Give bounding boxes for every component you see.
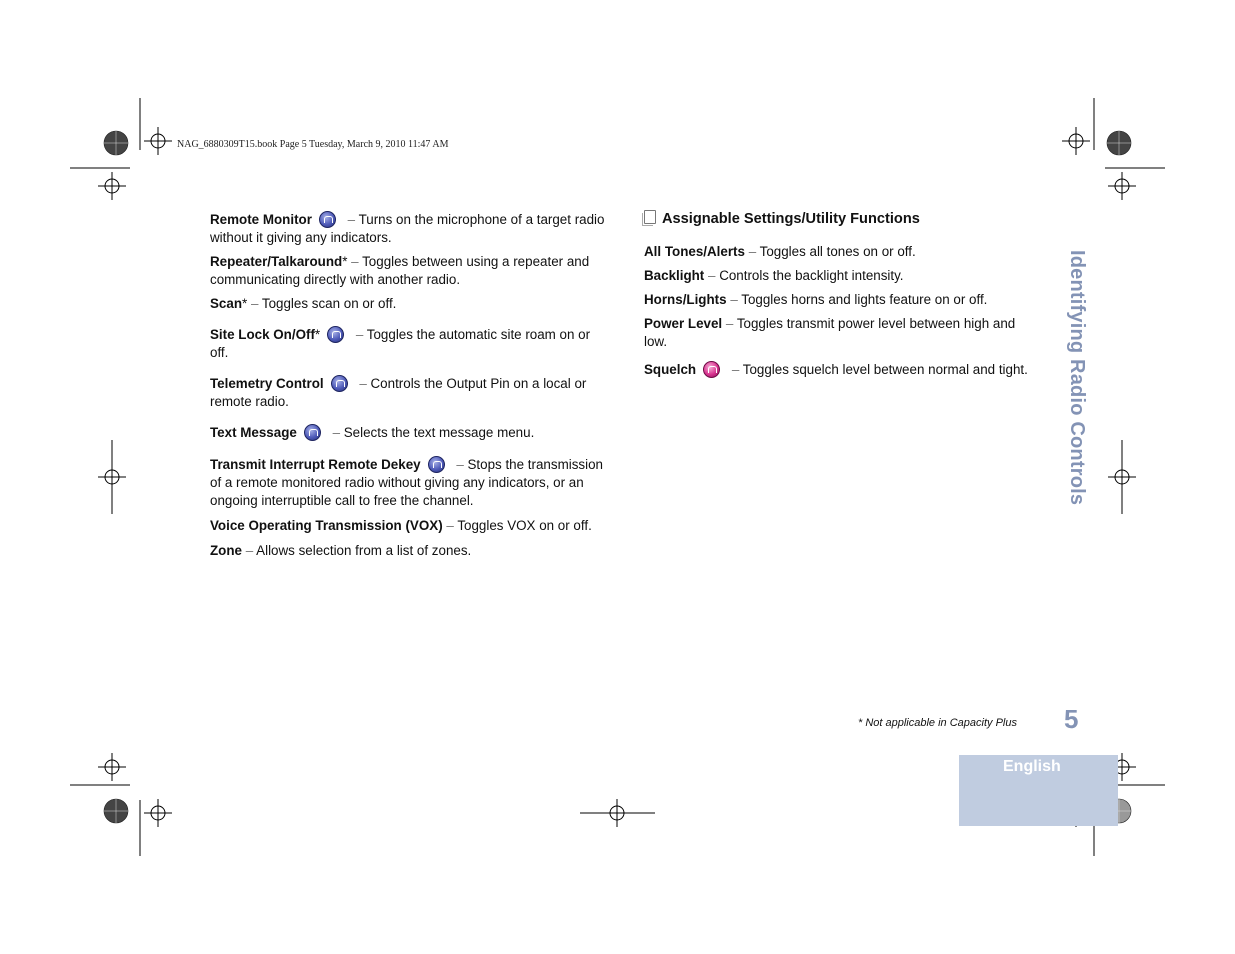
radio-button-icon [327, 326, 344, 343]
feature-description: – Selects the text message menu. [332, 425, 535, 440]
feature-term: Remote Monitor [210, 212, 312, 227]
feature-entry [210, 542, 608, 560]
en-dash: – [730, 292, 738, 307]
feature-entry [210, 211, 608, 247]
en-dash: – [708, 268, 716, 283]
feature-description: – Turns on the microphone of a target radio without it giving any indicators. [210, 212, 605, 245]
feature-description: – Controls the Output Pin on a local or remote radio. [210, 376, 587, 409]
en-dash: – [725, 316, 734, 331]
feature-description: – Toggles scan on or off. [250, 296, 397, 311]
en-dash: – [456, 457, 464, 472]
en-dash: – [355, 327, 364, 342]
feature-entry [210, 456, 608, 510]
feature-term: Voice Operating Transmission (VOX) [210, 518, 443, 533]
en-dash: – [748, 244, 757, 259]
section-title-text: Assignable Settings/Utility Functions [662, 211, 920, 227]
feature-term: Scan [210, 296, 243, 311]
squelch-button-icon [703, 361, 720, 378]
setting-term: Squelch [644, 362, 697, 377]
book-file-info: NAG_6880309T15.book Page 5 Tuesday, March 9, 2010 11:47 AM [177, 139, 449, 150]
chapter-side-title: Identifying Radio Controls [1066, 250, 1088, 506]
setting-entry [644, 243, 1040, 261]
footnote-star: * [342, 254, 348, 269]
feature-entry [210, 326, 608, 362]
setting-entry [644, 291, 1040, 309]
en-dash: – [245, 543, 254, 558]
feature-term: Telemetry Control [210, 376, 324, 391]
en-dash: – [250, 296, 259, 311]
feature-term: Site Lock On/Off [210, 327, 315, 342]
feature-term: Zone [210, 543, 242, 558]
setting-term: Horns/Lights [644, 292, 727, 307]
radio-button-icon [304, 424, 321, 441]
radio-button-icon [331, 375, 348, 392]
setting-description: – Toggles horns and lights feature on or off. [730, 292, 988, 307]
feature-term: Repeater/Talkaround [210, 254, 343, 269]
en-dash: – [347, 212, 356, 227]
footnote-star: * [314, 327, 321, 342]
en-dash: – [731, 362, 740, 377]
feature-term: Text Message [210, 425, 297, 440]
setting-term: Backlight [644, 268, 705, 283]
feature-description: – Toggles VOX on or off. [446, 518, 592, 533]
section-heading [644, 210, 1040, 228]
feature-description: – Allows selection from a list of zones. [245, 543, 472, 558]
feature-description: – Stops the transmission of a remote monitored radio without giving any indicators, or an ongoing interruptible call to free the channel. [210, 457, 603, 508]
settings-list [644, 243, 1040, 379]
feature-description: – Toggles between using a repeater and communicating directly with another radio. [210, 254, 590, 287]
setting-entry [644, 315, 1040, 351]
setting-entry [644, 361, 1040, 379]
page-number: 5 [1064, 704, 1079, 734]
feature-entry [210, 375, 608, 411]
setting-term: Power Level [644, 316, 723, 331]
feature-term: Transmit Interrupt Remote Dekey [210, 457, 421, 472]
setting-description: – Toggles all tones on or off. [748, 244, 916, 259]
radio-button-icon [319, 211, 336, 228]
en-dash: – [446, 518, 454, 533]
feature-entry [210, 424, 608, 442]
radio-button-icon [428, 456, 445, 473]
setting-description: – Toggles transmit power level between high and low. [644, 316, 1016, 349]
feature-description: – Toggles the automatic site roam on or off. [210, 327, 591, 360]
section-document-icon [644, 210, 656, 224]
setting-entry [644, 267, 1040, 285]
feature-entry [210, 253, 608, 289]
footnote: * Not applicable in Capacity Plus [858, 717, 1017, 729]
feature-entry [210, 295, 608, 313]
en-dash: – [332, 425, 341, 440]
left-column [210, 211, 608, 560]
en-dash: – [359, 376, 367, 391]
right-column [644, 210, 1040, 379]
feature-entry [210, 517, 608, 535]
setting-description: – Controls the backlight intensity. [708, 268, 904, 283]
language-label: English [1003, 758, 1061, 775]
footnote-star: * [242, 296, 248, 311]
en-dash: – [351, 254, 359, 269]
setting-term: All Tones/Alerts [644, 244, 745, 259]
setting-description: – Toggles squelch level between normal and tight. [731, 362, 1028, 377]
